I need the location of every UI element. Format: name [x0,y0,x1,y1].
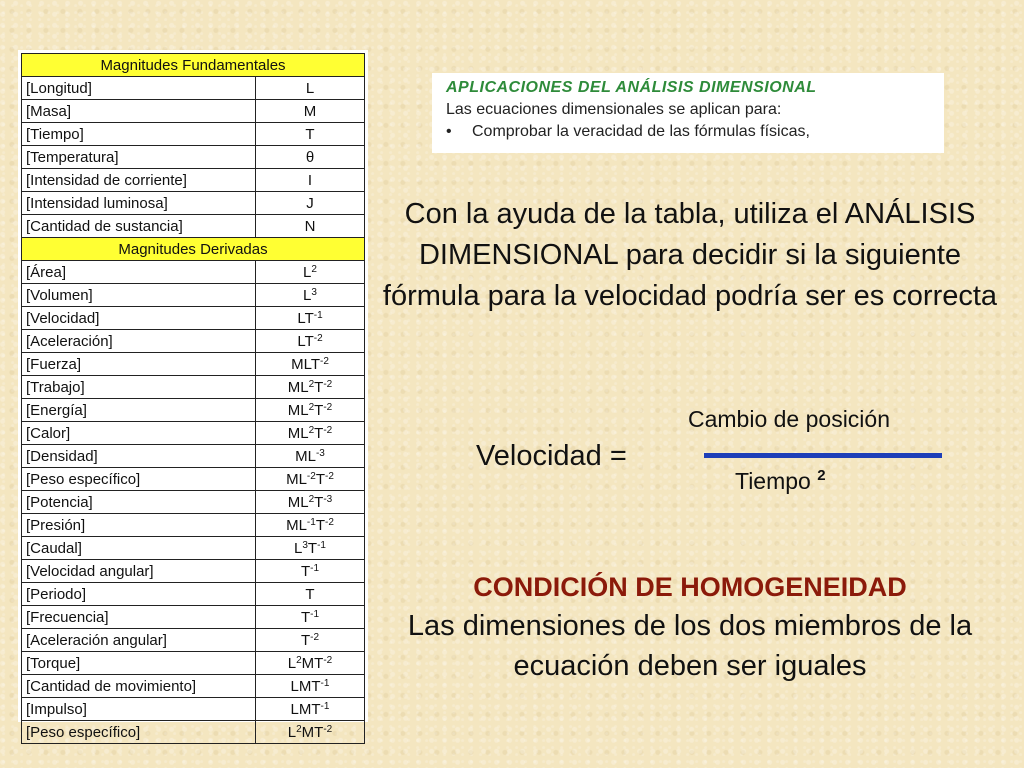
magnitude-name: [Intensidad luminosa] [22,192,256,215]
table-row [22,330,365,353]
condition-body: Las dimensiones de los dos miembros de la ecuación deben ser iguales [407,610,973,682]
applications-bullet [446,123,930,141]
magnitude-name: [Longitud] [22,77,256,100]
table-row [22,445,365,468]
table-row [22,353,365,376]
table-row [22,675,365,698]
magnitudes-table [21,53,365,744]
dimension-symbol: $MLT^{-2}$ [256,353,365,376]
magnitude-name: [Aceleración] [22,330,256,353]
section-header-label: Magnitudes Derivadas [22,238,365,261]
table-row [22,100,365,123]
magnitude-name: [Aceleración angular] [22,629,256,652]
applications-subtitle: Las ecuaciones dimensionales se aplican para: [446,101,782,118]
table-row [22,261,365,284]
dimension-symbol: $ML^2T^{-3}$ [256,491,365,514]
table-row [22,77,365,100]
dimension-symbol: L [256,77,365,100]
table-row [22,583,365,606]
table-row [22,721,365,744]
applications-bullet-text: Comprobar la veracidad de las fórmulas físicas, [472,123,810,140]
dimension-symbol: $ML^{-2}T^{-2}$ [256,468,365,491]
table-row [22,629,365,652]
dimension-symbol: $L^2MT^{-2}$ [256,721,365,744]
dimension-symbol: $L^3$ [256,284,365,307]
formula-denominator [735,467,826,495]
dimension-symbol: N [256,215,365,238]
magnitude-name: [Trabajo] [22,376,256,399]
dimension-symbol: I [256,169,365,192]
dimension-symbol: $L^3T^{-1}$ [256,537,365,560]
formula-denominator-text: Tiempo [735,468,811,494]
dimension-symbol: M [256,100,365,123]
magnitudes-table-body [22,54,365,744]
question-text: Con la ayuda de la tabla, utiliza el ANÁLISIS DIMENSIONAL para decidir si la siguiente fórmula para la velocidad podría ser es correcta [382,198,998,312]
table-row [22,491,365,514]
table-row [22,376,365,399]
condition-block [380,568,1000,686]
dimension-symbol: $ML^{-3}$ [256,445,365,468]
formula-lhs: Velocidad = [476,440,627,472]
magnitude-name: [Fuerza] [22,353,256,376]
table-row [22,284,365,307]
magnitude-name: [Peso específico] [22,721,256,744]
dimension-symbol: $LMT^{-1}$ [256,698,365,721]
magnitude-name: [Área] [22,261,256,284]
dimension-symbol: T [256,583,365,606]
applications-box [432,73,944,153]
magnitudes-table-panel [18,50,368,741]
table-row [22,215,365,238]
magnitude-name: [Velocidad] [22,307,256,330]
magnitude-name: [Cantidad de movimiento] [22,675,256,698]
table-row [22,537,365,560]
dimension-symbol: $LMT^{-1}$ [256,675,365,698]
dimension-symbol: θ [256,146,365,169]
table-row [22,514,365,537]
table-row [22,468,365,491]
dimension-symbol: $LT^{-1}$ [256,307,365,330]
dimension-symbol: $ML^2T^{-2}$ [256,399,365,422]
applications-title: APLICACIONES DEL ANÁLISIS DIMENSIONAL [446,79,817,96]
table-row [22,169,365,192]
magnitude-name: [Caudal] [22,537,256,560]
table-row [22,399,365,422]
dimension-symbol: $T^{-1}$ [256,560,365,583]
magnitude-name: [Temperatura] [22,146,256,169]
magnitude-name: [Densidad] [22,445,256,468]
fraction-bar [704,453,942,458]
dimension-symbol: J [256,192,365,215]
magnitude-name: [Masa] [22,100,256,123]
magnitude-name: [Impulso] [22,698,256,721]
condition-title: CONDICIÓN DE HOMOGENEIDAD [473,572,907,602]
table-row [22,422,365,445]
table-row [22,652,365,675]
dimension-symbol: $LT^{-2}$ [256,330,365,353]
dimension-symbol: T [256,123,365,146]
table-row [22,123,365,146]
magnitude-name: [Periodo] [22,583,256,606]
dimension-symbol: $L^2$ [256,261,365,284]
magnitude-name: [Frecuencia] [22,606,256,629]
bullet-icon: • [446,123,452,140]
magnitude-name: [Presión] [22,514,256,537]
magnitude-name: [Torque] [22,652,256,675]
table-row [22,307,365,330]
dimension-symbol: $T^{-1}$ [256,606,365,629]
dimension-symbol: $T^{-2}$ [256,629,365,652]
magnitude-name: [Potencia] [22,491,256,514]
table-section-header [22,238,365,261]
table-row [22,146,365,169]
formula-exponent: 2 [817,467,826,484]
formula-numerator: Cambio de posición [688,406,891,432]
dimension-symbol: $ML^2T^{-2}$ [256,422,365,445]
magnitude-name: [Calor] [22,422,256,445]
magnitude-name: [Energía] [22,399,256,422]
table-row [22,606,365,629]
table-row [22,560,365,583]
table-section-header [22,54,365,77]
magnitude-name: [Velocidad angular] [22,560,256,583]
magnitude-name: [Peso específico] [22,468,256,491]
magnitude-name: [Intensidad de corriente] [22,169,256,192]
dimension-symbol: $ML^{-1}T^{-2}$ [256,514,365,537]
magnitude-name: [Tiempo] [22,123,256,146]
magnitude-name: [Cantidad de sustancia] [22,215,256,238]
magnitude-name: [Volumen] [22,284,256,307]
dimension-symbol: $ML^2T^{-2}$ [256,376,365,399]
table-row [22,192,365,215]
table-row [22,698,365,721]
dimension-symbol: $L^2MT^{-2}$ [256,652,365,675]
section-header-label: Magnitudes Fundamentales [22,54,365,77]
